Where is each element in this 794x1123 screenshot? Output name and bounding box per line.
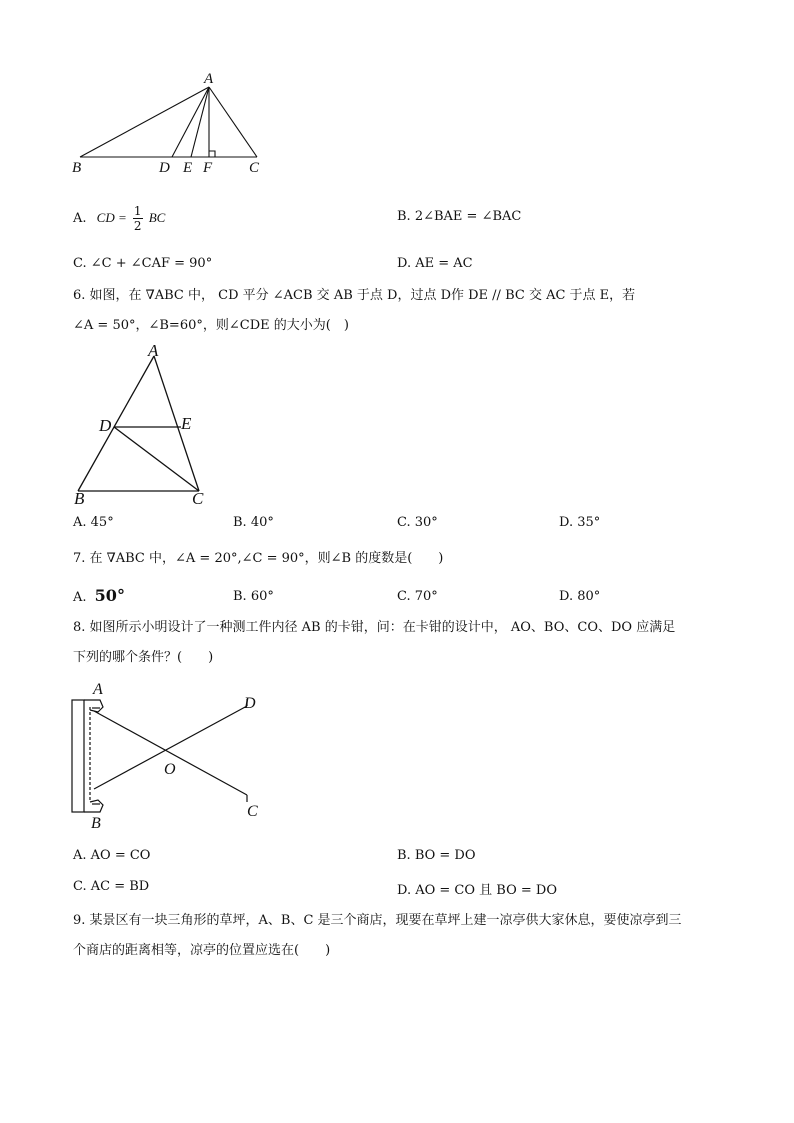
label-b: B <box>74 489 85 508</box>
q5-option-b[interactable]: B. 2∠BAE = ∠BAC <box>397 209 522 224</box>
q7-option-c[interactable]: C. 70° <box>397 589 438 604</box>
label-a: A <box>148 341 159 360</box>
question-8-stem-line2: 下列的哪个条件？( ) <box>73 650 214 665</box>
q7-option-a[interactable] <box>73 586 125 605</box>
label-f: F <box>203 160 213 176</box>
q8-option-b[interactable]: B. BO = DO <box>397 848 476 863</box>
label-a: A <box>204 71 214 87</box>
question-8-stem-line1: 8. 如图所示小明设计了一种测工件内径 AB 的卡钳，问：在卡钳的设计中， AO、BO、CO、DO 应满足 <box>73 620 676 635</box>
q6-option-d[interactable]: D. 35° <box>559 515 601 530</box>
option-rhs: BC <box>148 210 166 225</box>
option-value: 50° <box>94 586 125 605</box>
label-a: A <box>93 681 103 698</box>
question-6-stem-line1: 6. 如图，在 ∇ABC 中， CD 平分 ∠ACB 交 AB 于点 D，过点 D作 DE // BC 交 AC 于点 E，若 <box>73 288 636 303</box>
option-letter: A. <box>73 590 87 605</box>
label-c: C <box>192 489 204 508</box>
fraction-numerator: 1 <box>133 204 142 218</box>
fraction-half <box>133 204 143 233</box>
label-e: E <box>183 160 193 176</box>
question-6-stem-line2: ∠A = 50°，∠B=60°，则∠CDE 的大小为( ) <box>73 318 349 333</box>
label-b: B <box>72 160 82 176</box>
q7-option-b[interactable]: B. 60° <box>233 589 274 604</box>
label-d: D <box>159 160 170 176</box>
q8-option-a[interactable]: A. AO = CO <box>73 848 151 863</box>
label-b: B <box>91 815 101 832</box>
q5-option-a[interactable] <box>73 204 165 233</box>
q7-option-d[interactable]: D. 80° <box>559 589 601 604</box>
q8-option-d[interactable]: D. AO = CO 且 BO = DO <box>397 883 557 898</box>
triangle-figure-q6 <box>68 340 228 510</box>
label-o: O <box>164 761 176 778</box>
triangle-figure-q5 <box>60 66 280 181</box>
question-9-stem-line2: 个商店的距离相等，凉亭的位置应选在( ) <box>73 943 331 958</box>
q8-option-c[interactable]: C. AC = BD <box>73 879 150 894</box>
option-lhs: CD = <box>96 210 127 225</box>
label-d: D <box>244 695 256 712</box>
question-7-stem: 7. 在 ∇ABC 中，∠A = 20°,∠C = 90°，则∠B 的度数是( ) <box>73 551 444 566</box>
q5-option-c[interactable]: C. ∠C + ∠CAF = 90° <box>73 256 213 271</box>
caliper-figure-q8 <box>60 678 280 838</box>
option-letter: A. <box>73 211 87 226</box>
label-d: D <box>99 416 112 435</box>
q6-option-a[interactable]: A. 45° <box>73 515 114 530</box>
q6-option-c[interactable]: C. 30° <box>397 515 438 530</box>
label-c: C <box>249 160 260 176</box>
label-c: C <box>247 803 258 820</box>
q5-option-d[interactable]: D. AE = AC <box>397 256 473 271</box>
label-e: E <box>181 414 192 433</box>
fraction-denominator: 2 <box>133 219 142 233</box>
q6-option-b[interactable]: B. 40° <box>233 515 274 530</box>
question-9-stem-line1: 9. 某景区有一块三角形的草坪，A、B、C 是三个商店，现要在草坪上建一凉亭供大家休息，要使凉亭到三 <box>73 913 682 928</box>
